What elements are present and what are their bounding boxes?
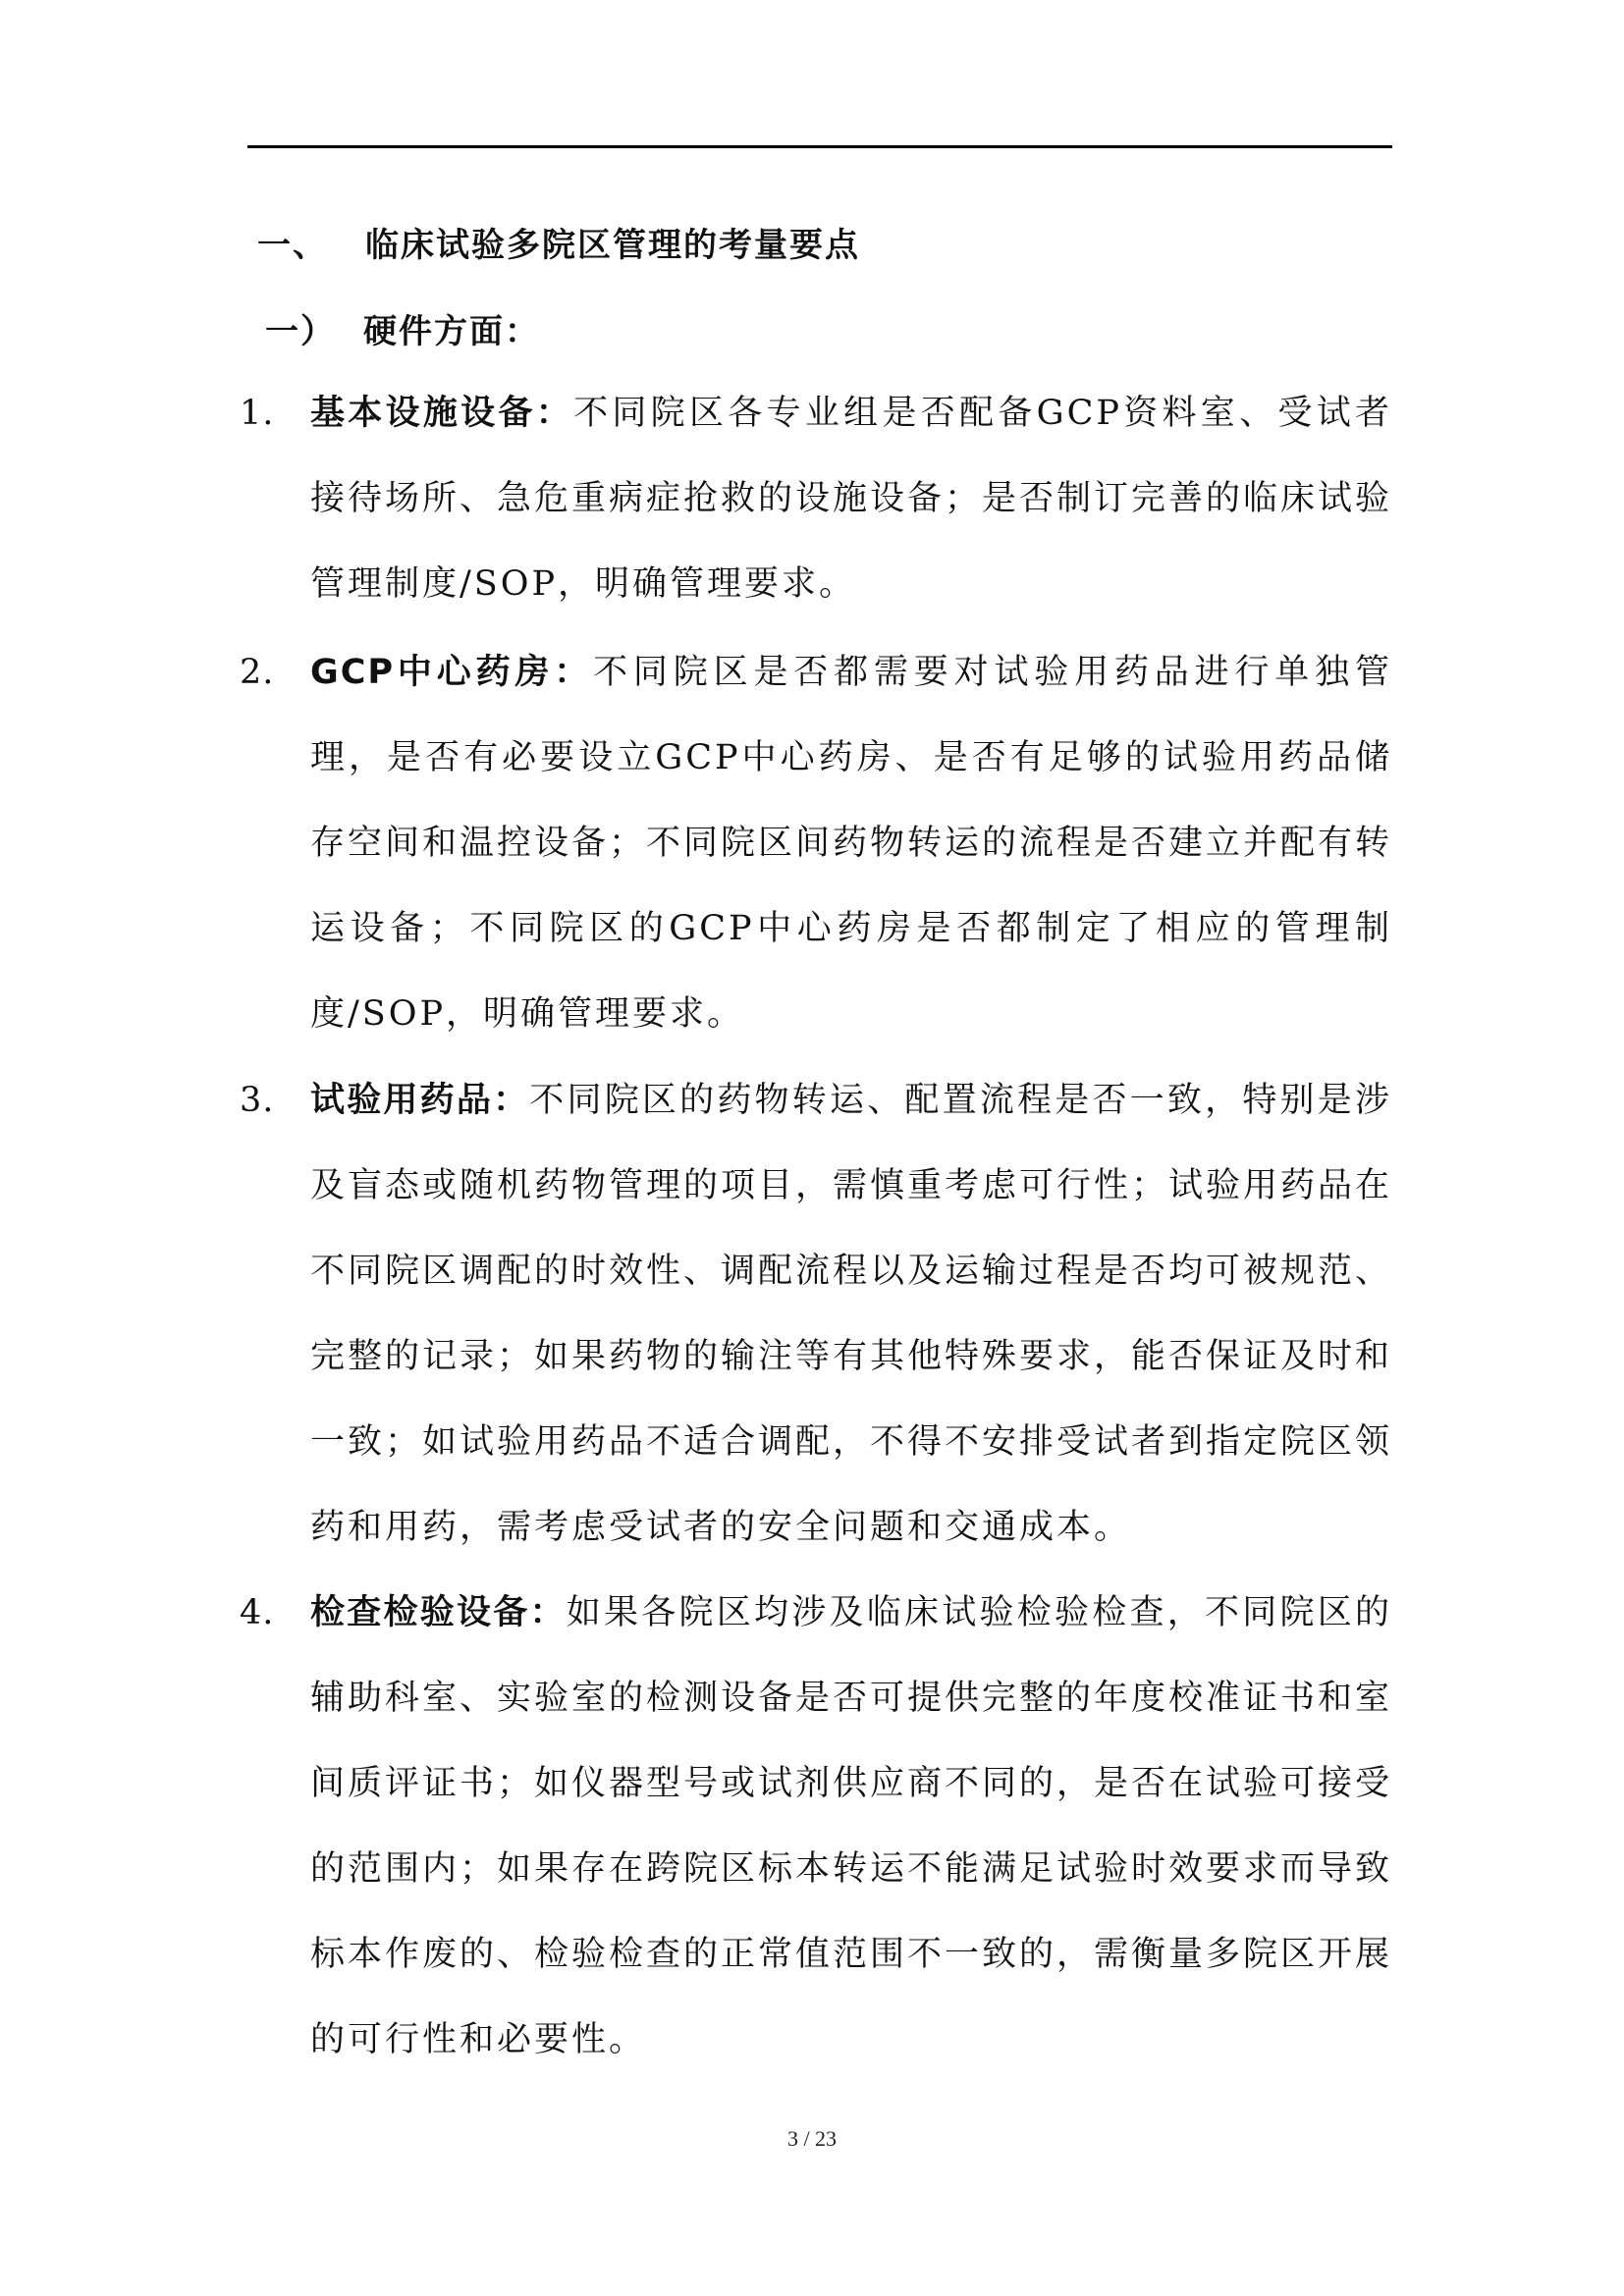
list-item-paragraph [310, 1571, 1392, 2083]
subsection-title: 硬件方面： [363, 312, 540, 351]
subsection-heading [265, 304, 540, 352]
list-item-number: 3. [240, 1081, 275, 1120]
header-rule [247, 145, 1392, 148]
list-item-lead: 检查检验设备： [310, 1593, 567, 1632]
list-item [240, 371, 1392, 627]
list-item [240, 1058, 1392, 1571]
list-item-lead: 基本设施设备： [310, 394, 574, 433]
list-item-lead: GCP中心药房： [310, 653, 594, 692]
subsection-number: 一） [265, 312, 336, 351]
list-item-lead: 试验用药品： [310, 1081, 530, 1120]
list-item [240, 1571, 1392, 2083]
list-item-text: 不同院区各专业组是否配备GCP资料室、受试者接待场所、急危重病症抢救的设施设备；是否制订完善的临床试验管理制度/SOP，明确管理要求。 [310, 394, 1393, 604]
list-item-text: 如果各院区均涉及临床试验检验检查，不同院区的辅助科室、实验室的检测设备是否可提供完整的年度校准证书和室间质评证书；如仪器型号或试剂供应商不同的，是否在试验可接受的范围内；如果存在跨院区标本转运不能满足试验时效要求而导致标本作废的、检验检查的正常值范围不一致的，需衡量多院区开展的可行性和必要性。 [310, 1593, 1393, 2059]
list-item-number: 2. [240, 653, 275, 692]
page-number: 3 / 23 [786, 2126, 838, 2151]
section-number: 一、 [257, 226, 328, 265]
section-heading [257, 218, 860, 266]
list-item-text: 不同院区是否都需要对试验用药品进行单独管理，是否有必要设立GCP中心药房、是否有足够的试验用药品储存空间和温控设备；不同院区间药物转运的流程是否建立并配有转运设备；不同院区的GCP中心药房是否都制定了相应的管理制度/SOP，明确管理要求。 [310, 653, 1393, 1034]
list-item [240, 630, 1392, 1057]
list-item-number: 4. [240, 1593, 275, 1632]
list-item-text: 不同院区的药物转运、配置流程是否一致，特别是涉及盲态或随机药物管理的项目，需慎重考虑可行性；试验用药品在不同院区调配的时效性、调配流程以及运输过程是否均可被规范、完整的记录；如果药物的输注等有其他特殊要求，能否保证及时和一致；如试验用药品不适合调配，不得不安排受试者到指定院区领药和用药，需考虑受试者的安全问题和交通成本。 [310, 1081, 1393, 1547]
list-item-paragraph [310, 371, 1392, 627]
list-item-number: 1. [240, 394, 275, 433]
list-item-paragraph [310, 630, 1392, 1057]
list-item-paragraph [310, 1058, 1392, 1571]
section-title: 临床试验多院区管理的考量要点 [365, 226, 860, 265]
